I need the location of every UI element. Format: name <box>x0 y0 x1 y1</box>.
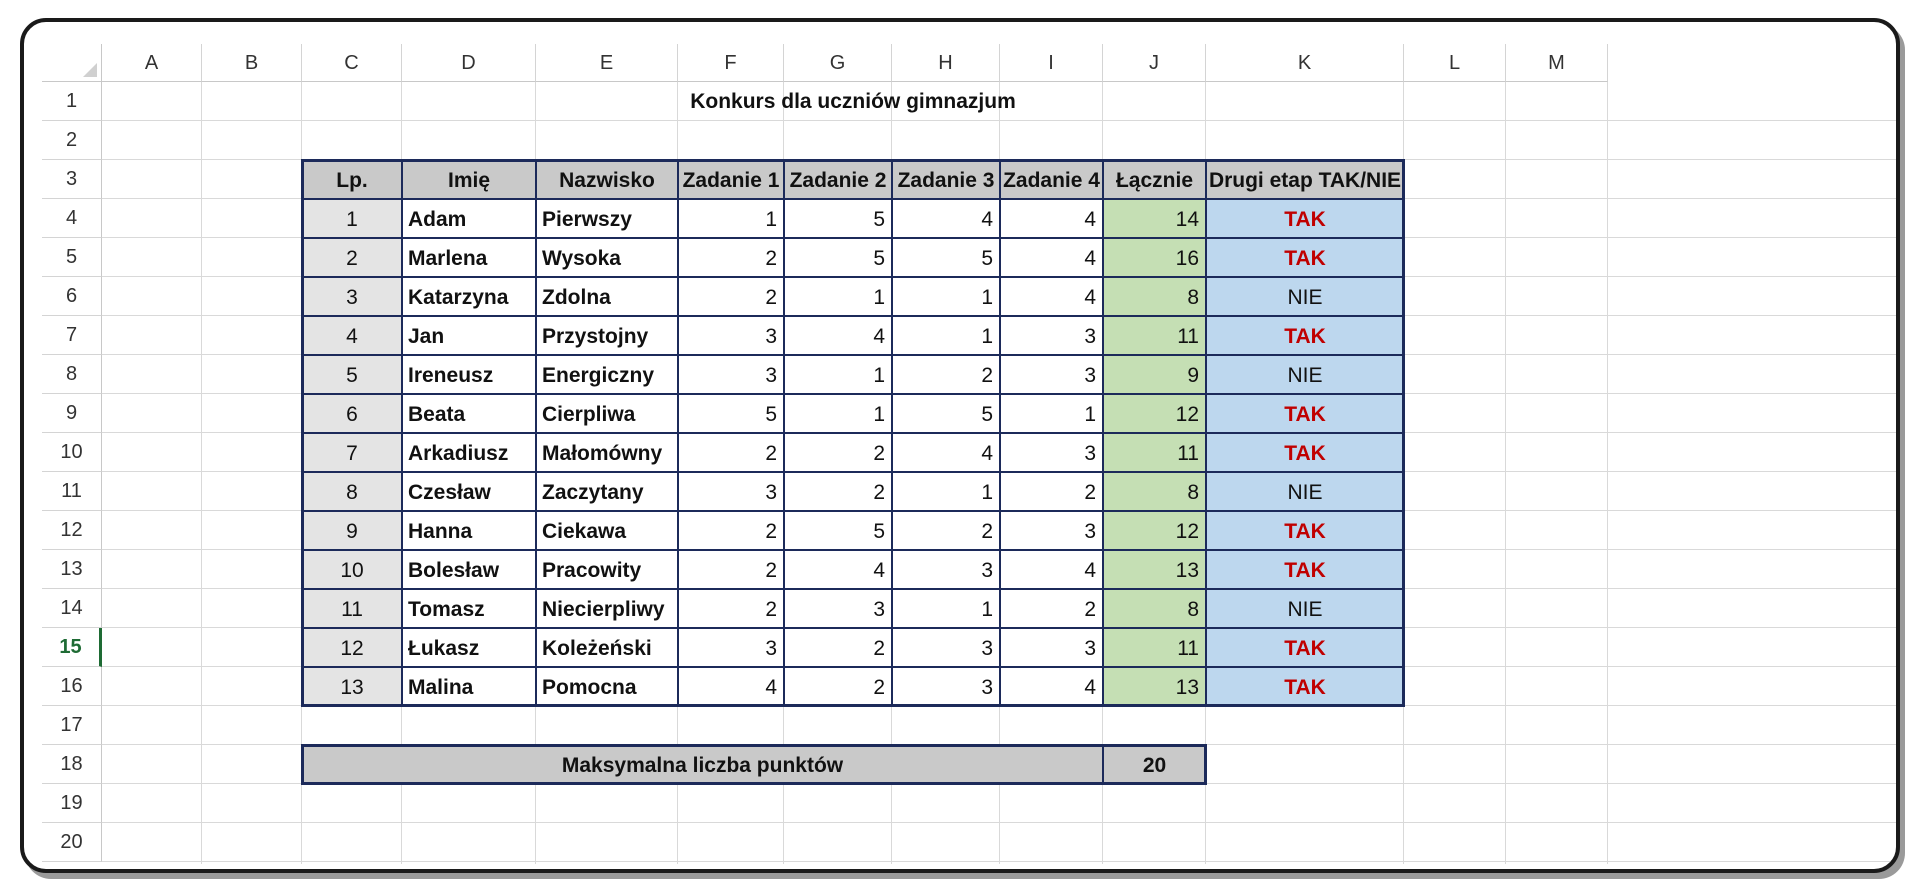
gridline-horizontal <box>102 861 1900 862</box>
select-all-icon <box>83 63 97 77</box>
table-cell-z3[interactable]: 1 <box>892 277 1000 316</box>
table-cell-lp[interactable]: 3 <box>302 277 402 316</box>
table-cell-z3[interactable]: 1 <box>892 472 1000 511</box>
table-cell-z1[interactable]: 2 <box>678 550 784 589</box>
table-cell-etap[interactable]: NIE <box>1206 589 1404 628</box>
table-cell-imie[interactable]: Czesław <box>402 472 536 511</box>
table-cell-nazwisko[interactable]: Przystojny <box>536 316 678 355</box>
table-cell-z2[interactable]: 5 <box>784 199 892 238</box>
table-cell-z4[interactable]: 3 <box>1000 628 1103 667</box>
table-cell-nazwisko[interactable]: Pierwszy <box>536 199 678 238</box>
table-cell-lp[interactable]: 8 <box>302 472 402 511</box>
table-cell-lp[interactable]: 7 <box>302 433 402 472</box>
table-cell-etap[interactable]: TAK <box>1206 628 1404 667</box>
table-cell-z4[interactable]: 4 <box>1000 277 1103 316</box>
table-cell-nazwisko[interactable]: Zaczytany <box>536 472 678 511</box>
table-cell-lacznie[interactable]: 13 <box>1103 550 1206 589</box>
gridline-vertical <box>1607 82 1608 864</box>
table-cell-lacznie[interactable]: 14 <box>1103 199 1206 238</box>
table-cell-z3[interactable]: 3 <box>892 628 1000 667</box>
table-cell-z2[interactable]: 4 <box>784 550 892 589</box>
table-cell-z4[interactable]: 4 <box>1000 550 1103 589</box>
table-cell-lp[interactable]: 12 <box>302 628 402 667</box>
table-cell-etap[interactable]: TAK <box>1206 433 1404 472</box>
table-cell-lacznie[interactable]: 8 <box>1103 472 1206 511</box>
table-cell-z2[interactable]: 1 <box>784 277 892 316</box>
table-header-cell[interactable]: Imię <box>402 160 536 199</box>
row-header-9[interactable]: 9 <box>42 394 102 433</box>
table-cell-etap[interactable]: TAK <box>1206 316 1404 355</box>
row-header-18[interactable]: 18 <box>42 745 102 784</box>
table-cell-z3[interactable]: 3 <box>892 550 1000 589</box>
table-cell-etap[interactable]: TAK <box>1206 238 1404 277</box>
table-cell-nazwisko[interactable]: Energiczny <box>536 355 678 394</box>
table-cell-z1[interactable]: 3 <box>678 472 784 511</box>
column-header-j[interactable]: J <box>1103 44 1206 82</box>
row-header-10[interactable]: 10 <box>42 433 102 472</box>
table-cell-etap[interactable]: NIE <box>1206 472 1404 511</box>
table-cell-imie[interactable]: Malina <box>402 667 536 706</box>
table-cell-z4[interactable]: 4 <box>1000 199 1103 238</box>
table-cell-z2[interactable]: 2 <box>784 433 892 472</box>
table-cell-z2[interactable]: 3 <box>784 589 892 628</box>
table-cell-imie[interactable]: Arkadiusz <box>402 433 536 472</box>
table-cell-lp[interactable]: 1 <box>302 199 402 238</box>
column-header-d[interactable]: D <box>402 44 536 82</box>
table-cell-z4[interactable]: 3 <box>1000 316 1103 355</box>
table-header-cell[interactable]: Zadanie 3 <box>892 160 1000 199</box>
table-cell-etap[interactable]: NIE <box>1206 355 1404 394</box>
table-cell-z1[interactable]: 2 <box>678 589 784 628</box>
table-cell-lacznie[interactable]: 8 <box>1103 277 1206 316</box>
sheet-title: Konkurs dla uczniów gimnazjum <box>690 90 1016 113</box>
table-cell-z2[interactable]: 2 <box>784 667 892 706</box>
row-header-2[interactable]: 2 <box>42 121 102 160</box>
column-header-l[interactable]: L <box>1404 44 1506 82</box>
table-cell-z2[interactable]: 2 <box>784 628 892 667</box>
gridline-vertical <box>201 82 202 864</box>
table-cell-z2[interactable]: 1 <box>784 355 892 394</box>
table-cell-z4[interactable]: 2 <box>1000 589 1103 628</box>
table-header-cell[interactable]: Zadanie 4 <box>1000 160 1103 199</box>
column-header-c[interactable]: C <box>302 44 402 82</box>
table-cell-z3[interactable]: 4 <box>892 433 1000 472</box>
table-cell-nazwisko[interactable]: Małomówny <box>536 433 678 472</box>
table-cell-z1[interactable]: 3 <box>678 316 784 355</box>
row-header-3[interactable]: 3 <box>42 160 102 199</box>
table-cell-lacznie[interactable]: 11 <box>1103 433 1206 472</box>
table-cell-z1[interactable]: 3 <box>678 355 784 394</box>
row-header-1[interactable]: 1 <box>42 82 102 121</box>
table-cell-z1[interactable]: 5 <box>678 394 784 433</box>
row-header-17[interactable]: 17 <box>42 706 102 745</box>
table-cell-z2[interactable]: 5 <box>784 238 892 277</box>
table-cell-etap[interactable]: TAK <box>1206 511 1404 550</box>
row-header-8[interactable]: 8 <box>42 355 102 394</box>
table-cell-imie[interactable]: Ireneusz <box>402 355 536 394</box>
row-header-19[interactable]: 19 <box>42 784 102 823</box>
table-cell-z2[interactable]: 5 <box>784 511 892 550</box>
table-cell-z1[interactable]: 2 <box>678 238 784 277</box>
table-header-cell[interactable]: Lp. <box>302 160 402 199</box>
table-cell-imie[interactable]: Adam <box>402 199 536 238</box>
table-cell-lacznie[interactable]: 12 <box>1103 511 1206 550</box>
table-cell-imie[interactable]: Bolesław <box>402 550 536 589</box>
column-header-e[interactable]: E <box>536 44 678 82</box>
table-cell-imie[interactable]: Hanna <box>402 511 536 550</box>
table-cell-nazwisko[interactable]: Ciekawa <box>536 511 678 550</box>
table-cell-imie[interactable]: Marlena <box>402 238 536 277</box>
table-cell-nazwisko[interactable]: Cierpliwa <box>536 394 678 433</box>
column-header-h[interactable]: H <box>892 44 1000 82</box>
table-cell-lp[interactable]: 13 <box>302 667 402 706</box>
table-cell-z4[interactable]: 1 <box>1000 394 1103 433</box>
gridline-vertical <box>1505 82 1506 864</box>
table-cell-z3[interactable]: 5 <box>892 238 1000 277</box>
table-cell-etap[interactable]: TAK <box>1206 667 1404 706</box>
table-cell-lacznie[interactable]: 16 <box>1103 238 1206 277</box>
table-cell-z3[interactable]: 2 <box>892 511 1000 550</box>
table-cell-z4[interactable]: 2 <box>1000 472 1103 511</box>
table-cell-etap[interactable]: TAK <box>1206 550 1404 589</box>
table-header-cell[interactable]: Zadanie 1 <box>678 160 784 199</box>
table-cell-z1[interactable]: 2 <box>678 277 784 316</box>
table-cell-z3[interactable]: 4 <box>892 199 1000 238</box>
table-cell-z3[interactable]: 3 <box>892 667 1000 706</box>
table-cell-etap[interactable]: TAK <box>1206 199 1404 238</box>
row-header-20[interactable]: 20 <box>42 823 102 862</box>
table-cell-lp[interactable]: 10 <box>302 550 402 589</box>
table-cell-nazwisko[interactable]: Pomocna <box>536 667 678 706</box>
column-header-m[interactable]: M <box>1506 44 1608 82</box>
table-cell-imie[interactable]: Łukasz <box>402 628 536 667</box>
table-cell-lp[interactable]: 4 <box>302 316 402 355</box>
row-header-6[interactable]: 6 <box>42 277 102 316</box>
table-cell-lacznie[interactable]: 13 <box>1103 667 1206 706</box>
table-cell-z4[interactable]: 4 <box>1000 238 1103 277</box>
table-cell-z2[interactable]: 1 <box>784 394 892 433</box>
table-cell-nazwisko[interactable]: Koleżeński <box>536 628 678 667</box>
row-header-5[interactable]: 5 <box>42 238 102 277</box>
row-header-7[interactable]: 7 <box>42 316 102 355</box>
table-header-cell[interactable]: Nazwisko <box>536 160 678 199</box>
table-cell-z4[interactable]: 3 <box>1000 355 1103 394</box>
table-cell-etap[interactable]: TAK <box>1206 394 1404 433</box>
table-cell-lp[interactable]: 2 <box>302 238 402 277</box>
row-header-13[interactable]: 13 <box>42 550 102 589</box>
table-cell-z4[interactable]: 4 <box>1000 667 1103 706</box>
row-header-11[interactable]: 11 <box>42 472 102 511</box>
table-cell-imie[interactable]: Tomasz <box>402 589 536 628</box>
table-cell-z3[interactable]: 2 <box>892 355 1000 394</box>
table-cell-z3[interactable]: 1 <box>892 589 1000 628</box>
table-header-cell[interactable]: Drugi etap TAK/NIE <box>1206 160 1404 199</box>
table-cell-imie[interactable]: Jan <box>402 316 536 355</box>
table-cell-lacznie[interactable]: 12 <box>1103 394 1206 433</box>
table-cell-nazwisko[interactable]: Zdolna <box>536 277 678 316</box>
table-cell-nazwisko[interactable]: Pracowity <box>536 550 678 589</box>
select-all-corner[interactable] <box>42 44 102 82</box>
table-cell-z1[interactable]: 4 <box>678 667 784 706</box>
row-header-12[interactable]: 12 <box>42 511 102 550</box>
table-cell-z1[interactable]: 2 <box>678 433 784 472</box>
table-cell-z4[interactable]: 3 <box>1000 511 1103 550</box>
row-header-15[interactable]: 15 <box>42 628 102 667</box>
column-header-i[interactable]: I <box>1000 44 1103 82</box>
table-cell-lp[interactable]: 6 <box>302 394 402 433</box>
table-cell-lp[interactable]: 11 <box>302 589 402 628</box>
table-cell-lacznie[interactable]: 9 <box>1103 355 1206 394</box>
table-cell-nazwisko[interactable]: Wysoka <box>536 238 678 277</box>
table-cell-lp[interactable]: 5 <box>302 355 402 394</box>
max-points-label[interactable]: Maksymalna liczba punktów <box>302 745 1103 784</box>
row-header-16[interactable]: 16 <box>42 667 102 706</box>
table-cell-z1[interactable]: 3 <box>678 628 784 667</box>
column-header-f[interactable]: F <box>678 44 784 82</box>
column-header-k[interactable]: K <box>1206 44 1404 82</box>
column-header-b[interactable]: B <box>202 44 302 82</box>
spreadsheet-grid <box>42 44 1900 864</box>
table-cell-lp[interactable]: 9 <box>302 511 402 550</box>
table-cell-z1[interactable]: 1 <box>678 199 784 238</box>
table-cell-imie[interactable]: Katarzyna <box>402 277 536 316</box>
table-cell-z2[interactable]: 2 <box>784 472 892 511</box>
table-cell-z4[interactable]: 3 <box>1000 433 1103 472</box>
table-cell-z3[interactable]: 5 <box>892 394 1000 433</box>
max-points-value[interactable]: 20 <box>1103 745 1206 784</box>
column-header-g[interactable]: G <box>784 44 892 82</box>
screenshot-frame <box>20 18 1900 873</box>
table-header-cell[interactable]: Zadanie 2 <box>784 160 892 199</box>
table-cell-etap[interactable]: NIE <box>1206 277 1404 316</box>
table-cell-nazwisko[interactable]: Niecierpliwy <box>536 589 678 628</box>
table-cell-z3[interactable]: 1 <box>892 316 1000 355</box>
table-cell-lacznie[interactable]: 8 <box>1103 589 1206 628</box>
row-header-4[interactable]: 4 <box>42 199 102 238</box>
row-header-14[interactable]: 14 <box>42 589 102 628</box>
column-header-a[interactable]: A <box>102 44 202 82</box>
table-cell-lacznie[interactable]: 11 <box>1103 628 1206 667</box>
table-header-cell[interactable]: Łącznie <box>1103 160 1206 199</box>
gridline-horizontal <box>102 822 1900 823</box>
table-cell-imie[interactable]: Beata <box>402 394 536 433</box>
table-cell-z2[interactable]: 4 <box>784 316 892 355</box>
table-cell-lacznie[interactable]: 11 <box>1103 316 1206 355</box>
table-cell-z1[interactable]: 2 <box>678 511 784 550</box>
